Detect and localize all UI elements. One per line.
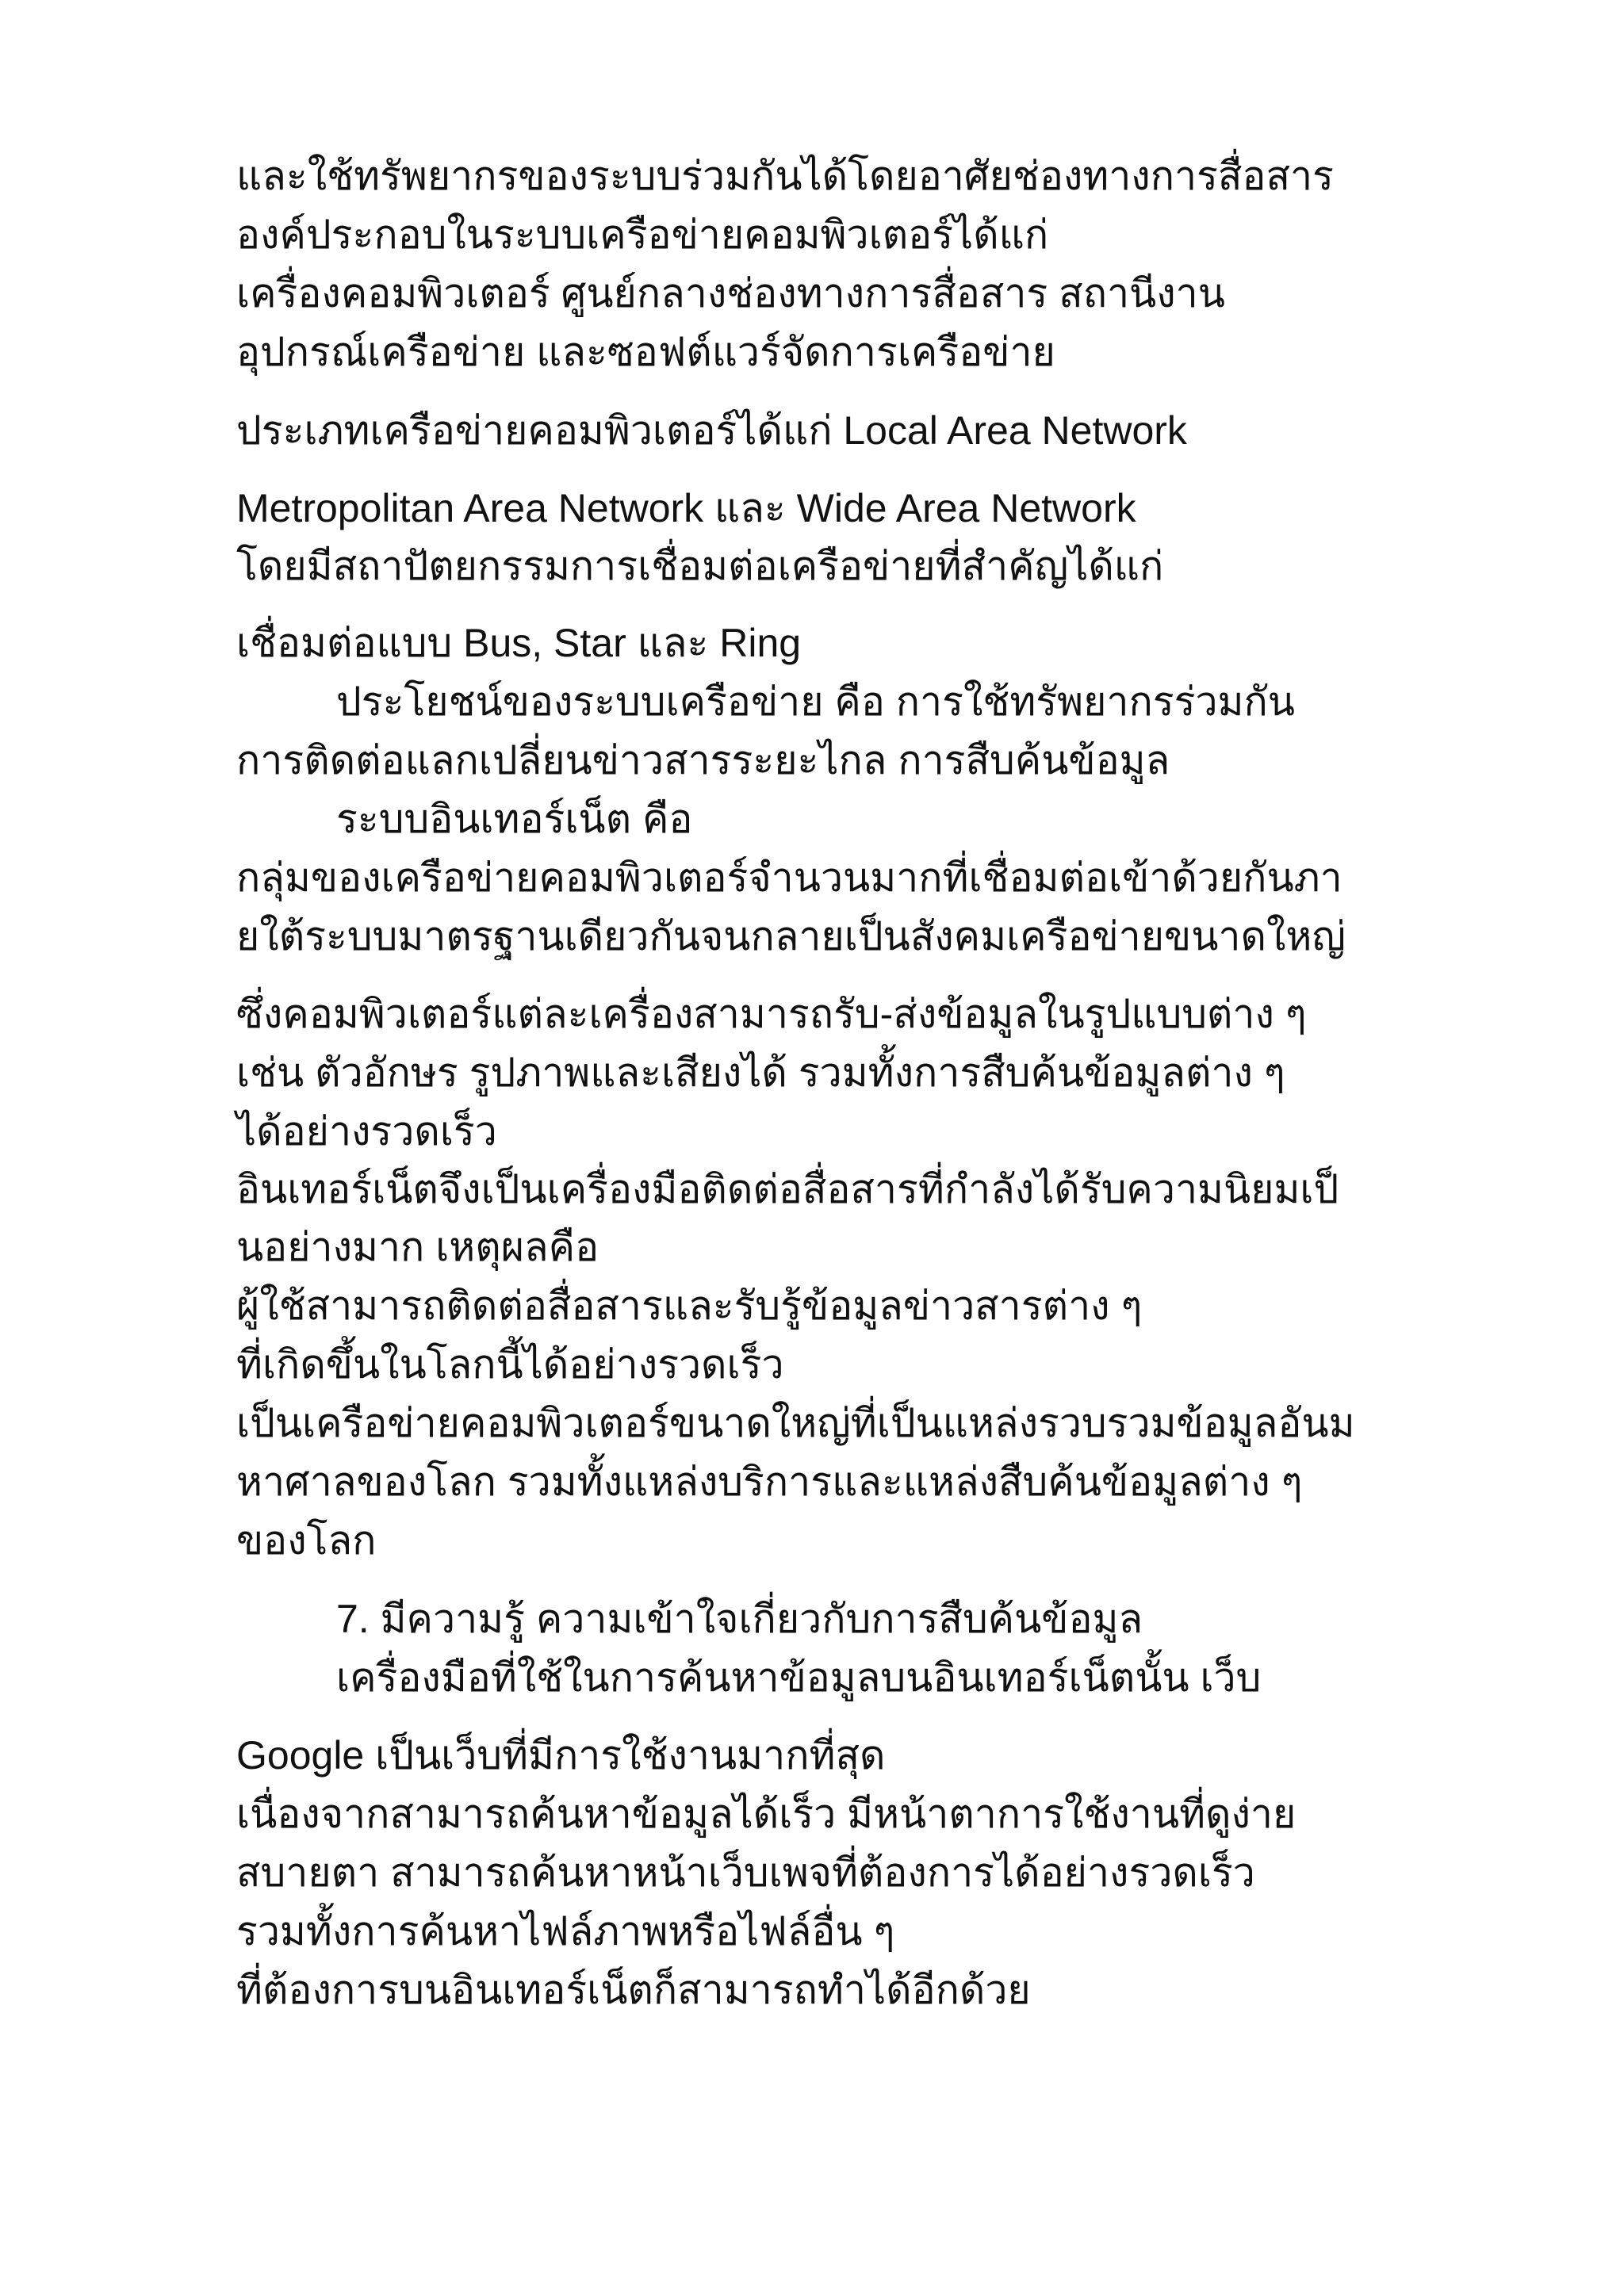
text-line: องค์ประกอบในระบบเครือข่ายคอมพิวเตอร์ได้แก่ [236,212,1049,257]
text-line: กลุ่มของเครือข่ายคอมพิวเตอร์จำนวนมากที่เชื่อมต่อเข้าด้วยกันภา [236,855,1342,900]
text-line: ระบบอินเทอร์เน็ต คือ [336,797,693,841]
text-line: ผู้ใช้สามารถติดต่อสื่อสารและรับรู้ข้อมูลข่าวสารต่าง ๆ [236,1284,1143,1328]
text-line: เป็นเครือข่ายคอมพิวเตอร์ขนาดใหญ่ที่เป็นแหล่งรวบรวมข้อมูลอันม [236,1401,1355,1445]
text-line: อินเทอร์เน็ตจึงเป็นเครื่องมือติดต่อสื่อสารที่กำลังได้รับความนิยมเป็ [236,1167,1339,1211]
text-line: โดยมีสถาปัตยกรรมการเชื่อมต่อเครือข่ายที่สำคัญได้แก่ [236,544,1164,588]
text-line: ประเภทเครือข่ายคอมพิวเตอร์ได้แก่ Local Area Network [236,408,1187,453]
text-line: ซึ่งคอมพิวเตอร์แต่ละเครื่องสามารถรับ-ส่งข้อมูลในรูปแบบต่าง ๆ [236,992,1307,1036]
text-line: สบายตา สามารถค้นหาหน้าเว็บเพจที่ต้องการได้อย่างรวดเร็ว [236,1850,1255,1895]
text-line: เชื่อมต่อแบบ Bus, Star และ Ring [236,621,802,665]
text-line: อุปกรณ์เครือข่าย และซอฟต์แวร์จัดการเครือข่าย [236,330,1055,374]
text-line: นอย่างมาก เหตุผลคือ [236,1225,599,1269]
text-line: เครื่องคอมพิวเตอร์ ศูนย์กลางช่องทางการสื่อสาร สถานีงาน [236,271,1225,316]
text-line: ของโลก [236,1518,377,1563]
text-line: ได้อย่างรวดเร็ว [236,1109,497,1154]
text-line: เครื่องมือที่ใช้ในการค้นหาข้อมูลบนอินเทอร์เน็ตนั้น เว็บ [336,1655,1262,1700]
text-line: หาศาลของโลก รวมทั้งแหล่งบริการและแหล่งสืบค้นข้อมูลต่าง ๆ [236,1460,1303,1504]
text-line: รวมทั้งการค้นหาไฟล์ภาพหรือไฟล์อื่น ๆ [236,1909,895,1954]
text-line: ที่ต้องการบนอินเทอร์เน็ตก็สามารถทำได้อีกด้วย [236,1968,1031,2012]
text-line: Metropolitan Area Network และ Wide Area Network [236,486,1136,530]
text-line: และใช้ทรัพยากรของระบบร่วมกันได้โดยอาศัยช่องทางการสื่อสาร [236,154,1334,198]
text-line: 7. มีความรู้ ความเข้าใจเกี่ยวกับการสืบค้นข้อมูล [336,1597,1143,1641]
text-line: ประโยชน์ของระบบเครือข่าย คือ การใช้ทรัพยากรร่วมกัน [336,679,1295,724]
text-line: Google เป็นเว็บที่มีการใช้งานมากที่สุด [236,1733,886,1777]
text-line: ที่เกิดขึ้นในโลกนี้ได้อย่างรวดเร็ว [236,1342,784,1387]
text-line: การติดต่อแลกเปลี่ยนข่าวสารระยะไกล การสืบค้นข้อมูล [236,738,1170,783]
text-line: เช่น ตัวอักษร รูปภาพและเสียงได้ รวมทั้งการสืบค้นข้อมูลต่าง ๆ [236,1050,1285,1095]
text-line: ยใต้ระบบมาตรฐานเดียวกันจนกลายเป็นสังคมเครือข่ายขนาดใหญ่ [236,914,1346,959]
text-line: เนื่องจากสามารถค้นหาข้อมูลได้เร็ว มีหน้าตาการใช้งานที่ดูง่าย [236,1792,1297,1836]
